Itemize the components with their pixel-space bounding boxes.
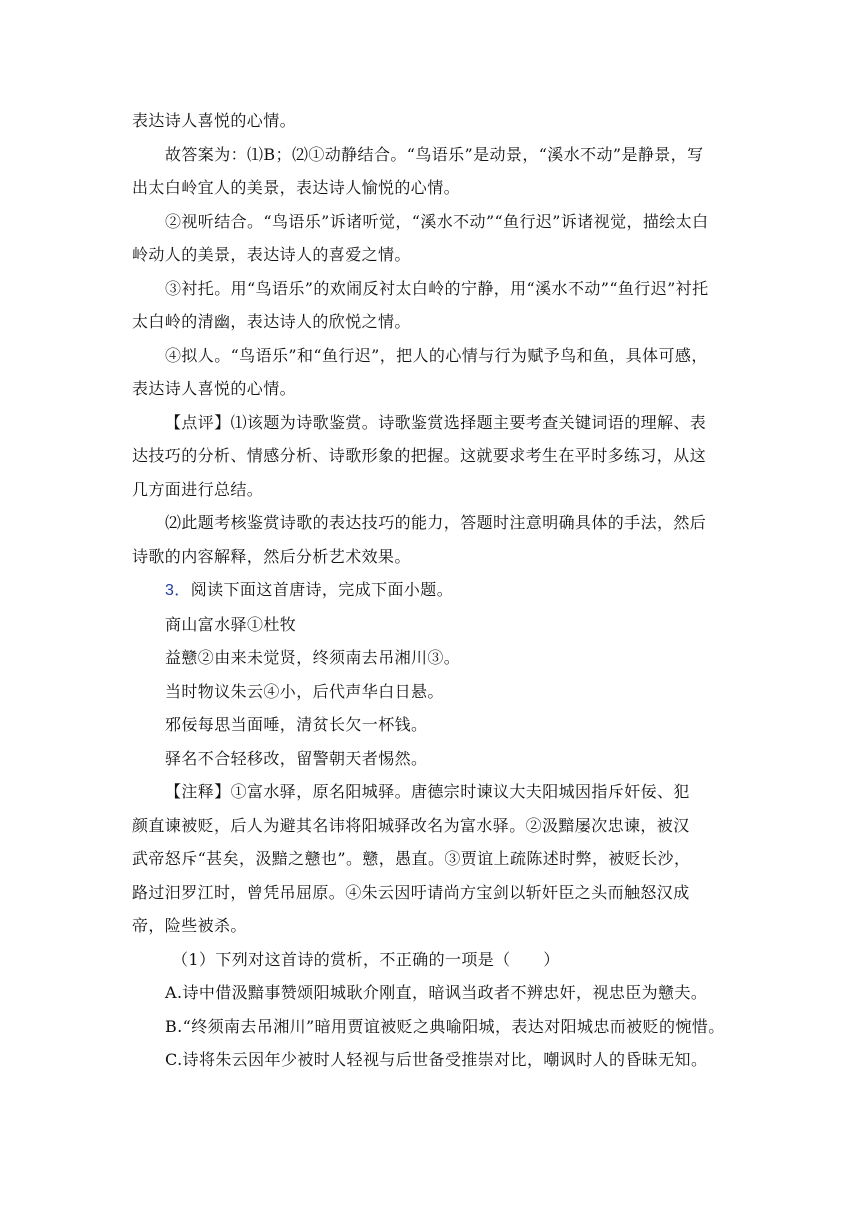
annotation-line: 武帝怒斥“甚矣，汲黯之戆也”。戆，愚直。③贾谊上疏陈述时弊，被贬长沙， [132, 849, 691, 868]
text-line: 出太白岭宜人的美景，表达诗人愉悦的心情。 [132, 178, 461, 197]
sub-question-1: （1）下列对这首诗的赏析，不正确的一项是（ ） [172, 949, 560, 969]
text-line: 表达诗人喜悦的心情。 [132, 111, 297, 130]
comment-line-2: ⑵此题考核鉴赏诗歌的表达技巧的能力，答题时注意明确具体的手法，然后 [165, 513, 707, 532]
question-text: 阅读下面这首唐诗，完成下面小题。 [190, 580, 454, 599]
answer-point-3: ③衬托。用“鸟语乐”的欢闹反衬太白岭的宁静，用“溪水不动”“鱼行迟”衬托 [165, 278, 709, 298]
comment-line: 【点评】⑴该题为诗歌鉴赏。诗歌鉴赏选择题主要考查关键词语的理解、表 [165, 412, 707, 432]
poem-line: 邪佞每思当面唾，清贫长欠一杯钱。 [165, 715, 428, 734]
text-line: 诗歌的内容解释，然后分析艺术效果。 [132, 546, 411, 566]
annotation-line: 颜直谏被贬，后人为避其名讳将阳城驿改名为富水驿。②汲黯屡次忠谏，被汉 [132, 815, 690, 835]
question-3 [132, 573, 732, 608]
text-line: 表达诗人喜悦的心情。 [132, 379, 297, 398]
text-line: 岭动人的美景，表达诗人的喜爱之情。 [132, 245, 411, 264]
text-line: 达技巧的分析、情感分析、诗歌形象的把握。这就要求考生在平时多练习，从这 [132, 446, 707, 465]
option-b: B.“终须南去吊湘川”暗用贾谊被贬之典喻阳城，表达对阳城忠而被贬的惋惜。 [165, 1016, 725, 1036]
poem-line: 益戆②由来未觉贤，终须南去吊湘川③。 [165, 648, 461, 667]
text-line: 几方面进行总结。 [132, 479, 264, 499]
poem-title: 商山富水驿①杜牧 [165, 614, 297, 634]
poem-line: 当时物议朱云④小，后代声华白日悬。 [165, 681, 444, 701]
answer-point-2: ②视听结合。“鸟语乐”诉诸听觉，“溪水不动”“鱼行迟”诉诸视觉，描绘太白 [165, 211, 709, 231]
annotation-line: 【注释】①富水驿，原名阳城驿。唐德宗时谏议大夫阳城因指斥奸佞、犯 [165, 782, 690, 801]
answer-line: 故答案为：⑴B；⑵①动静结合。“鸟语乐”是动景，“溪水不动”是静景，写 [165, 144, 704, 164]
answer-point-4: ④拟人。“鸟语乐”和“鱼行迟”，把人的心情与行为赋予鸟和鱼，具体可感， [165, 345, 708, 365]
question-number: 3． [165, 582, 191, 599]
option-a: A.诗中借汲黯事赞颂阳城耿介刚直，暗讽当政者不辨忠奸，视忠臣为戆夫。 [165, 983, 708, 1002]
text-line: 太白岭的清幽，表达诗人的欣悦之情。 [132, 312, 411, 331]
poem-line: 驿名不合轻移改，留警朝天者惕然。 [165, 748, 428, 768]
annotation-line: 帝，险些被杀。 [132, 916, 247, 935]
document-body [132, 104, 732, 1077]
annotation-line: 路过汨罗江时，曾凭吊屈原。④朱云因吁请尚方宝剑以斩奸臣之头而触怒汉成 [132, 882, 690, 902]
option-c: C.诗将朱云因年少被时人轻视与后世备受推崇对比，嘲讽时人的昏昧无知。 [165, 1050, 708, 1069]
